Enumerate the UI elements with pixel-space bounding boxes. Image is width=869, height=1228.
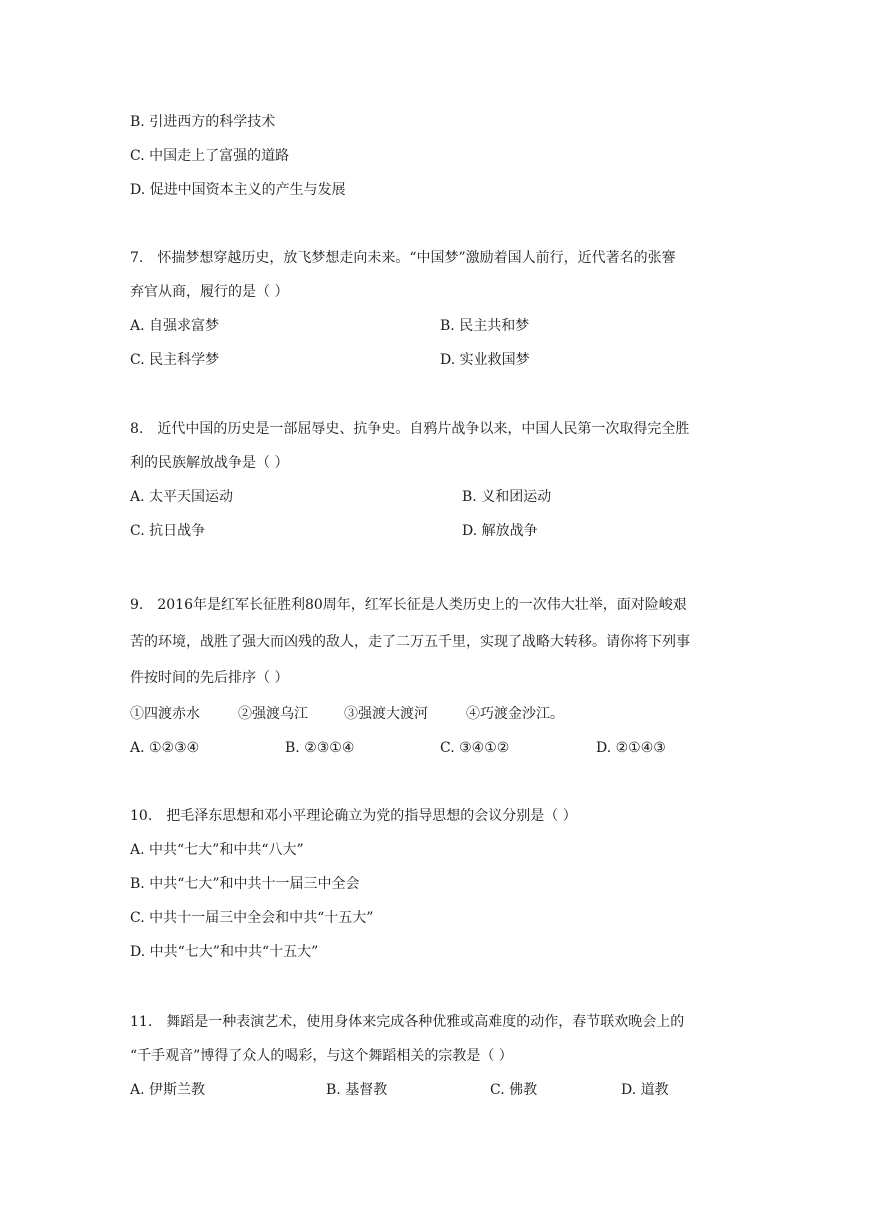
q8-option-d: D. 解放战争 — [462, 523, 538, 539]
q9-stem-line3: 件按时间的先后排序（ ） — [130, 670, 289, 686]
q9-stem-line1: 9. 2016年是红军长征胜利80周年，红军长征是人类历史上的一次伟大壮举，面对险峻艰 — [130, 597, 687, 613]
q11-stem-line1: 11. 舞蹈是一种表演艺术，使用身体来完成各种优雅或高难度的动作，春节联欢晚会上的 — [130, 1014, 685, 1030]
prev-option-c: C. 中国走上了富强的道路 — [130, 148, 290, 164]
prev-option-b: B. 引进西方的科学技术 — [130, 114, 276, 130]
q8-option-b: B. 义和团运动 — [462, 489, 552, 505]
q7-option-a: A. 自强求富梦 — [130, 318, 220, 334]
q10-option-b: B. 中共“七大”和中共十一届三中全会 — [130, 876, 360, 892]
q9-option-d: D. ②①④③ — [596, 740, 666, 756]
q8-option-a: A. 太平天国运动 — [130, 489, 234, 505]
q11-option-b: B. 基督教 — [326, 1082, 388, 1098]
q8-stem-line2: 利的民族解放战争是（ ） — [130, 455, 289, 471]
q10-option-c: C. 中共十一届三中全会和中共“十五大” — [130, 910, 374, 926]
q7-stem-line2: 弃官从商，履行的是（ ） — [130, 284, 289, 300]
q9-event-4: ④巧渡金沙江。 — [466, 706, 564, 722]
q10-option-d: D. 中共“七大”和中共“十五大” — [130, 944, 319, 960]
q11-option-c: C. 佛教 — [490, 1082, 538, 1098]
prev-option-d: D. 促进中国资本主义的产生与发展 — [130, 182, 346, 198]
q8-option-c: C. 抗日战争 — [130, 523, 206, 539]
q11-option-a: A. 伊斯兰教 — [130, 1082, 206, 1098]
q9-option-c: C. ③④①② — [440, 740, 510, 756]
q8-stem-line1: 8. 近代中国的历史是一部屈辱史、抗争史。自鸦片战争以来，中国人民第一次取得完全胜 — [130, 421, 690, 437]
q7-stem-line1: 7. 怀揣梦想穿越历史，放飞梦想走向未来。“中国梦”激励着国人前行，近代著名的张謇 — [130, 250, 676, 266]
q9-option-b: B. ②③①④ — [285, 740, 355, 756]
q9-stem-line2: 苦的环境，战胜了强大而凶残的敌人，走了二万五千里，实现了战略大转移。请你将下列事 — [130, 634, 690, 650]
q11-option-d: D. 道教 — [621, 1082, 669, 1098]
q10-option-a: A. 中共“七大”和中共“八大” — [130, 842, 304, 858]
q11-stem-line2: “千手观音”博得了众人的喝彩，与这个舞蹈相关的宗教是（ ） — [130, 1048, 513, 1064]
q7-option-d: D. 实业救国梦 — [440, 352, 530, 368]
q10-stem-line1: 10. 把毛泽东思想和邓小平理论确立为党的指导思想的会议分别是（ ） — [130, 808, 577, 824]
q9-option-a: A. ①②③④ — [130, 740, 200, 756]
q9-event-3: ③强渡大渡河 — [344, 706, 428, 722]
q9-event-1: ①四渡赤水 — [130, 706, 200, 722]
q7-option-b: B. 民主共和梦 — [440, 318, 530, 334]
q7-option-c: C. 民主科学梦 — [130, 352, 220, 368]
q9-event-2: ②强渡乌江 — [238, 706, 308, 722]
